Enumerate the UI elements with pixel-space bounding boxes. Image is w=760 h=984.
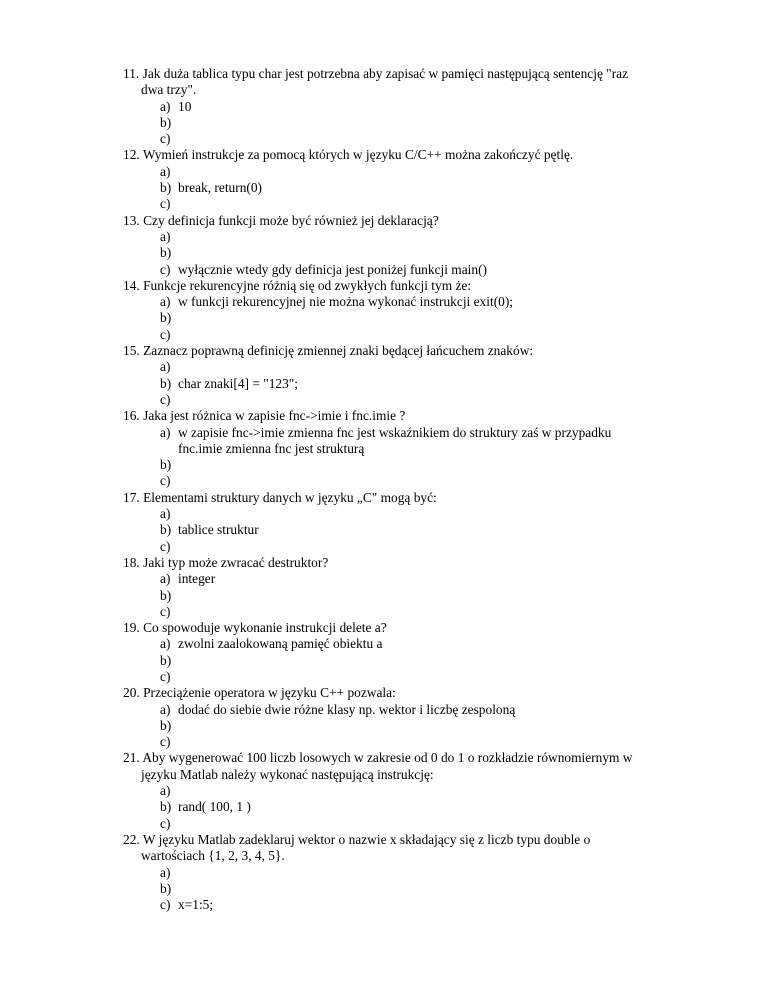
question-11 <box>0 66 760 147</box>
option-text: w funkcji rekurencyjnej nie można wykonać instrukcji exit(0); <box>178 294 514 310</box>
option-label: c) <box>160 131 171 147</box>
answer-option <box>0 604 760 620</box>
question-text <box>0 555 760 571</box>
question-text <box>0 832 760 848</box>
question-line: Zaznacz poprawną definicję zmiennej znaki będącej łańcuchem znaków: <box>143 343 534 359</box>
question-22 <box>0 832 760 913</box>
option-label: a) <box>160 864 171 880</box>
quiz-document <box>0 66 760 913</box>
answer-option <box>0 425 760 441</box>
question-line: Co spowoduje wykonanie instrukcji delete a? <box>143 620 387 636</box>
option-label: b) <box>160 245 172 261</box>
answer-option <box>0 588 760 604</box>
answer-option <box>0 164 760 180</box>
question-line: Przeciążenie operatora w języku C++ pozwala: <box>143 685 396 701</box>
question-15 <box>0 343 760 408</box>
question-line: Elementami struktury danych w języku „C" mogą być: <box>143 489 437 505</box>
option-text: break, return(0) <box>178 180 263 196</box>
answer-option <box>0 816 760 832</box>
answer-option <box>0 229 760 245</box>
answer-option <box>0 294 760 310</box>
question-line: W języku Matlab zadeklaruj wektor o nazwie x składający się z liczb typu double o <box>142 831 591 847</box>
option-label: b) <box>160 717 172 733</box>
option-text: integer <box>178 571 216 587</box>
question-text <box>0 343 760 359</box>
option-label: b) <box>160 587 172 603</box>
question-text-continued <box>0 767 760 783</box>
answer-option <box>0 180 760 196</box>
option-text: x=1:5; <box>178 897 214 913</box>
question-20 <box>0 685 760 750</box>
answer-option <box>0 734 760 750</box>
option-label: a) <box>160 571 171 587</box>
question-text <box>0 147 760 163</box>
option-label: a) <box>160 424 171 440</box>
option-label: a) <box>160 163 171 179</box>
question-number: 18. <box>123 554 140 570</box>
question-text <box>0 66 760 82</box>
answer-option <box>0 881 760 897</box>
option-label: a) <box>160 506 171 522</box>
question-number: 17. <box>123 489 140 505</box>
option-text: zwolni zaalokowaną pamięć obiektu a <box>178 636 383 652</box>
answer-option <box>0 99 760 115</box>
option-label: a) <box>160 636 171 652</box>
question-text-continued <box>0 82 760 98</box>
option-label: a) <box>160 701 171 717</box>
answer-option <box>0 571 760 587</box>
answer-option <box>0 897 760 913</box>
question-18 <box>0 555 760 620</box>
option-label: c) <box>160 196 171 212</box>
question-number: 13. <box>123 212 140 228</box>
answer-option <box>0 131 760 147</box>
question-16 <box>0 408 760 489</box>
question-number: 14. <box>123 277 140 293</box>
option-text: 10 <box>178 98 192 114</box>
option-label: c) <box>160 391 171 407</box>
option-label: b) <box>160 375 172 391</box>
answer-option <box>0 196 760 212</box>
answer-option <box>0 441 760 457</box>
answer-option <box>0 669 760 685</box>
answer-option <box>0 799 760 815</box>
question-text <box>0 278 760 294</box>
option-label: c) <box>160 668 171 684</box>
question-line: Wymień instrukcje za pomocą których w języku C/C++ można zakończyć pętlę. <box>142 147 574 163</box>
answer-option <box>0 245 760 261</box>
answer-option <box>0 327 760 343</box>
option-label: c) <box>160 261 171 277</box>
option-label: b) <box>160 310 172 326</box>
answer-option <box>0 865 760 881</box>
option-label: a) <box>160 359 171 375</box>
question-text <box>0 750 760 766</box>
option-label: b) <box>160 522 172 538</box>
question-line: Jak duża tablica typu char jest potrzebna aby zapisać w pamięci następującą sentencję "raz <box>142 66 629 81</box>
question-21 <box>0 750 760 831</box>
option-label: a) <box>160 783 171 799</box>
answer-option <box>0 783 760 799</box>
option-label: a) <box>160 98 171 114</box>
question-13 <box>0 213 760 278</box>
question-17 <box>0 490 760 555</box>
question-text-continued <box>0 848 760 864</box>
option-text: tablice struktur <box>178 522 259 538</box>
option-label: c) <box>160 473 171 489</box>
option-text: w zapisie fnc->imie zmienna fnc jest wskaźnikiem do struktury zaś w przypadku <box>178 424 612 440</box>
question-line: Jaki typ może zwracać destruktor? <box>143 554 329 570</box>
answer-option <box>0 115 760 131</box>
answer-option <box>0 359 760 375</box>
answer-option <box>0 702 760 718</box>
question-line: Aby wygenerować 100 liczb losowych w zakresie od 0 do 1 o rozkładzie równomiernym w <box>142 750 633 766</box>
answer-option <box>0 718 760 734</box>
option-text: dodać do siebie dwie różne klasy np. wektor i liczbę zespoloną <box>178 701 516 717</box>
question-12 <box>0 147 760 212</box>
question-line: języku Matlab należy wykonać następującą instrukcję: <box>141 766 434 782</box>
option-label: b) <box>160 457 172 473</box>
option-label: c) <box>160 538 171 554</box>
answer-option <box>0 457 760 473</box>
question-number: 11. <box>123 66 140 81</box>
question-19 <box>0 620 760 685</box>
question-text <box>0 490 760 506</box>
answer-option <box>0 506 760 522</box>
question-14 <box>0 278 760 343</box>
option-label: b) <box>160 799 172 815</box>
option-label: b) <box>160 880 172 896</box>
option-label: c) <box>160 815 171 831</box>
option-label: b) <box>160 652 172 668</box>
option-label: c) <box>160 603 171 619</box>
option-label: b) <box>160 114 172 130</box>
option-text: fnc.imie zmienna fnc jest strukturą <box>178 440 365 456</box>
question-text <box>0 213 760 229</box>
answer-option <box>0 262 760 278</box>
question-line: Czy definicja funkcji może być również jej deklaracją? <box>143 212 439 228</box>
question-line: dwa trzy". <box>141 82 197 98</box>
option-label: a) <box>160 228 171 244</box>
question-number: 21. <box>123 750 140 766</box>
question-number: 15. <box>123 343 140 359</box>
question-text <box>0 620 760 636</box>
question-number: 20. <box>123 685 140 701</box>
question-number: 12. <box>123 147 140 163</box>
answer-option <box>0 473 760 489</box>
answer-option <box>0 310 760 326</box>
question-number: 19. <box>123 620 140 636</box>
question-line: Jaka jest różnica w zapisie fnc->imie i fnc.imie ? <box>143 408 406 424</box>
question-text <box>0 685 760 701</box>
question-line: wartościach {1, 2, 3, 4, 5}. <box>141 848 285 864</box>
option-text: rand( 100, 1 ) <box>178 799 251 815</box>
option-label: a) <box>160 294 171 310</box>
question-line: Funkcje rekurencyjne różnią się od zwykłych funkcji tym że: <box>143 277 472 293</box>
answer-option <box>0 392 760 408</box>
option-label: c) <box>160 326 171 342</box>
question-text <box>0 408 760 424</box>
option-label: b) <box>160 180 172 196</box>
option-text: char znaki[4] = "123"; <box>178 375 298 391</box>
answer-option <box>0 376 760 392</box>
answer-option <box>0 636 760 652</box>
option-label: c) <box>160 897 171 913</box>
option-label: c) <box>160 734 171 750</box>
answer-option <box>0 653 760 669</box>
answer-option <box>0 539 760 555</box>
question-number: 22. <box>123 831 140 847</box>
answer-option <box>0 522 760 538</box>
question-number: 16. <box>123 408 140 424</box>
option-text: wyłącznie wtedy gdy definicja jest poniżej funkcji main() <box>178 261 487 277</box>
